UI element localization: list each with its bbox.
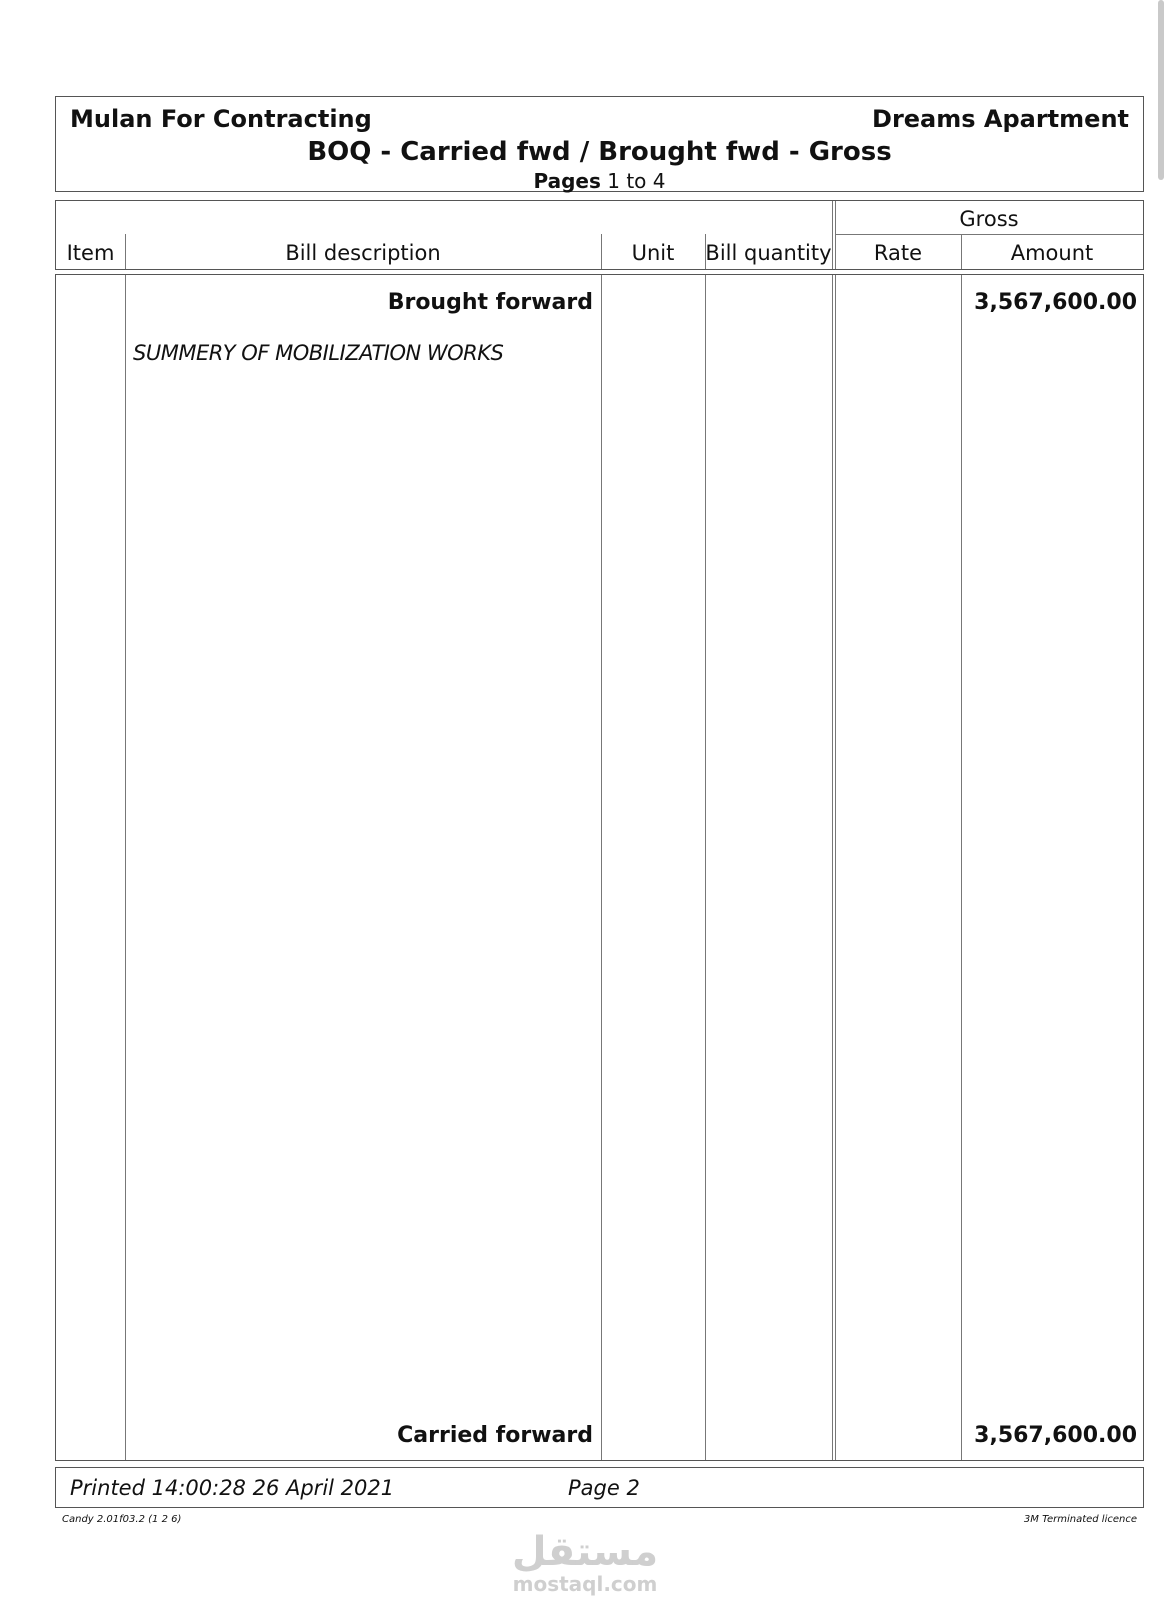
brought-forward-label: Brought forward <box>387 290 593 315</box>
col-group-gross: Gross <box>959 207 1019 231</box>
carried-forward-label: Carried forward <box>397 1423 593 1448</box>
divider <box>125 275 126 1460</box>
pages-label: Pages <box>533 169 601 193</box>
col-rate: Rate <box>873 241 923 265</box>
report-title: BOQ - Carried fwd / Brought fwd - Gross <box>307 137 892 167</box>
bill-body <box>55 274 1144 1461</box>
table-header <box>55 200 1144 270</box>
pages-value: 1 to 4 <box>607 169 666 193</box>
watermark <box>500 1529 670 1596</box>
col-unit: Unit <box>631 241 675 265</box>
divider <box>832 201 833 269</box>
col-amount: Amount <box>1010 241 1094 265</box>
project-name: Dreams Apartment <box>872 105 1129 133</box>
divider <box>601 275 602 1460</box>
watermark-latin: mostaql.com <box>512 1572 658 1596</box>
divider <box>832 275 833 1460</box>
scrollbar[interactable] <box>1158 0 1164 180</box>
watermark-arabic: مستقل <box>511 1529 659 1575</box>
carried-forward-amount: 3,567,600.00 <box>974 1423 1137 1448</box>
report-header <box>55 96 1144 192</box>
divider <box>835 275 836 1460</box>
printed-timestamp: Printed 14:00:28 26 April 2021 <box>70 1476 395 1500</box>
licence-note: 3M Terminated licence <box>1023 1514 1137 1525</box>
col-description: Bill description <box>285 241 441 265</box>
section-description: SUMMERY OF MOBILIZATION WORKS <box>133 341 504 365</box>
divider <box>705 275 706 1460</box>
col-item: Item <box>66 241 115 265</box>
pages-range <box>56 169 1143 193</box>
divider <box>961 275 962 1460</box>
software-version: Candy 2.01f03.2 (1 2 6) <box>62 1514 182 1525</box>
company-name: Mulan For Contracting <box>70 105 372 133</box>
divider <box>835 234 1143 235</box>
col-quantity: Bill quantity <box>705 241 832 265</box>
page-number: Page 2 <box>568 1476 640 1500</box>
brought-forward-amount: 3,567,600.00 <box>974 290 1137 315</box>
report-footer <box>55 1467 1144 1508</box>
